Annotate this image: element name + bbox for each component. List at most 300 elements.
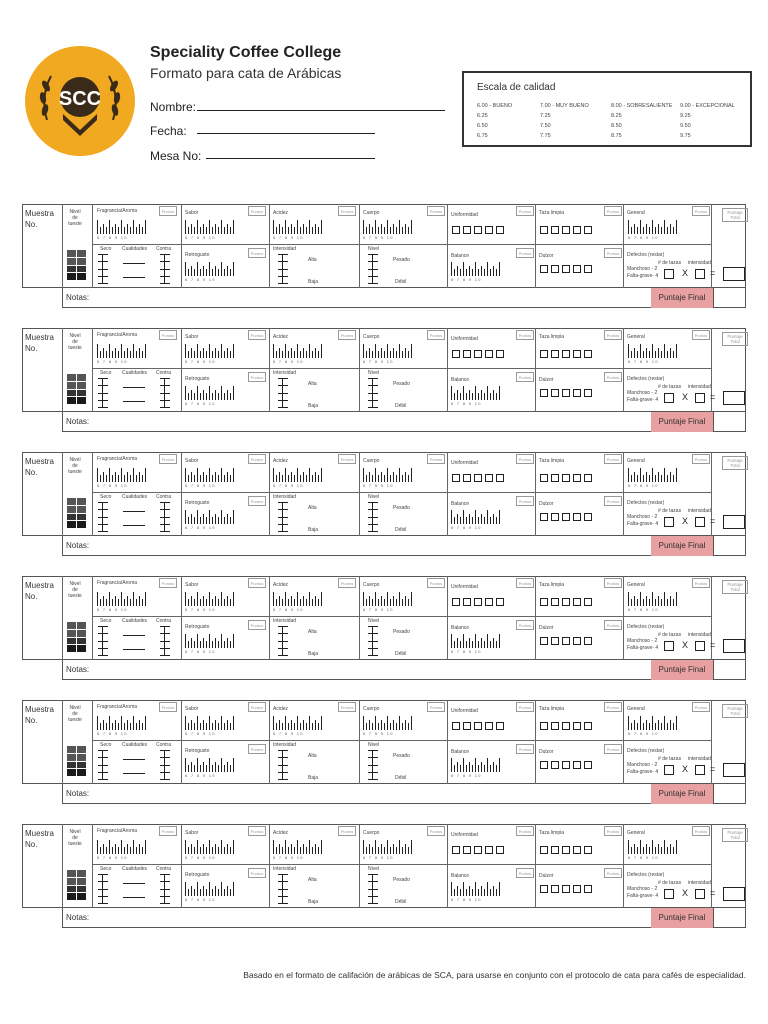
points-box[interactable]: Puntos (692, 330, 710, 340)
puntaje-total-box[interactable]: Puntaje Total (722, 332, 748, 346)
points-box[interactable]: Puntos (427, 578, 445, 588)
retrogusto-label: Retrogusto (185, 252, 210, 258)
score-ruler[interactable] (97, 344, 146, 358)
points-box[interactable]: Puntos (338, 702, 356, 712)
intensity-scale[interactable] (160, 750, 170, 780)
points-box[interactable]: Puntos (604, 620, 622, 630)
score-ruler[interactable] (97, 468, 146, 482)
defectos-label: Defectos (restar) (627, 252, 665, 258)
score-ruler[interactable] (185, 262, 234, 276)
ruler-numbers: 6 7 8 9 10 (628, 607, 659, 612)
muestra-label: Muestra No. (25, 581, 54, 601)
balance-label: Balance (451, 873, 470, 879)
score-ruler[interactable] (185, 882, 234, 896)
quality-scale (462, 71, 752, 147)
cup-checkboxes[interactable] (540, 637, 592, 645)
points-box[interactable]: Puntos (604, 868, 622, 878)
intensidad-box[interactable] (695, 889, 705, 899)
fragrance-label: Fragrancia/Aroma (97, 332, 138, 338)
general-label: General (627, 210, 645, 216)
intensidad-box[interactable] (695, 765, 705, 775)
notas-label: Notas: (66, 665, 90, 674)
score-ruler[interactable] (97, 220, 146, 234)
manchoso-label: Manchoso - 2 (627, 514, 658, 520)
debil-label: Débil (395, 775, 407, 781)
roast-swatch[interactable] (67, 498, 86, 528)
cup-checkboxes[interactable] (452, 598, 504, 606)
points-box[interactable]: Puntos (427, 330, 445, 340)
puntaje-total-box[interactable]: Puntaje Total (722, 828, 748, 842)
score-ruler[interactable] (628, 220, 677, 234)
cup-checkboxes[interactable] (452, 846, 504, 854)
contra-label: Contra (156, 370, 172, 376)
score-ruler[interactable] (628, 468, 677, 482)
alta-label: Alta (308, 629, 317, 635)
roast-swatch[interactable] (67, 622, 86, 652)
score-ruler[interactable] (363, 468, 412, 482)
points-box[interactable]: Puntos (338, 454, 356, 464)
points-box[interactable]: Puntos (248, 702, 266, 712)
tazas-label: # de tazas (658, 880, 682, 886)
tazas-box[interactable] (664, 269, 674, 279)
points-box[interactable]: Puntos (248, 454, 266, 464)
tazas-box[interactable] (664, 393, 674, 403)
intensity-scale[interactable] (368, 254, 378, 284)
puntaje-total-box[interactable]: Puntaje Total (722, 456, 748, 470)
pesado-label: Pesado (393, 629, 410, 635)
mesa-field[interactable] (206, 158, 375, 159)
score-ruler[interactable] (185, 716, 234, 730)
score-ruler[interactable] (363, 716, 412, 730)
baja-label: Baja (308, 775, 319, 781)
pesado-label: Pesado (393, 505, 410, 511)
score-ruler[interactable] (451, 634, 500, 648)
cup-checkboxes[interactable] (540, 474, 592, 482)
defect-total-box[interactable] (723, 515, 745, 529)
points-box[interactable]: Puntos (248, 248, 266, 258)
points-box[interactable]: Puntos (248, 620, 266, 630)
points-box[interactable]: Puntos (338, 330, 356, 340)
cup-checkboxes[interactable] (540, 846, 592, 854)
cup-checkboxes[interactable] (540, 598, 592, 606)
puntaje-final-label: Puntaje Final (651, 288, 713, 308)
points-box[interactable]: Puntos (159, 206, 177, 216)
intensity-scale[interactable] (98, 254, 108, 284)
points-box[interactable]: Puntos (159, 578, 177, 588)
roast-swatch[interactable] (67, 870, 86, 900)
intensidad-defectos-label: intensidad (688, 260, 711, 266)
fecha-field[interactable] (197, 133, 375, 134)
points-box[interactable]: Puntos (692, 454, 710, 464)
points-box[interactable]: Puntos (604, 702, 622, 712)
points-box[interactable]: Puntos (159, 826, 177, 836)
puntaje-final-box[interactable] (713, 784, 746, 804)
intensity-scale[interactable] (98, 378, 108, 408)
cup-checkboxes[interactable] (540, 350, 592, 358)
points-box[interactable]: Puntos (604, 206, 622, 216)
roast-swatch[interactable] (67, 746, 86, 776)
points-box[interactable]: Puntos (248, 206, 266, 216)
score-ruler[interactable] (185, 758, 234, 772)
points-box[interactable]: Puntos (248, 578, 266, 588)
score-ruler[interactable] (451, 510, 500, 524)
notes-field[interactable] (62, 784, 746, 804)
ruler-numbers: 6 7 8 9 10 (273, 359, 304, 364)
intensity-scale[interactable] (368, 750, 378, 780)
taza-limpia-label: Taza limpia (539, 458, 565, 464)
notas-label: Notas: (66, 789, 90, 798)
points-box[interactable]: Puntos (604, 454, 622, 464)
tazas-box[interactable] (664, 641, 674, 651)
points-box[interactable]: Puntos (692, 702, 710, 712)
points-box[interactable]: Puntos (427, 206, 445, 216)
multiply-sign: X (682, 888, 689, 898)
sabor-label: Sabor (185, 458, 199, 464)
intensity-scale[interactable] (368, 626, 378, 656)
points-box[interactable]: Puntos (516, 330, 534, 340)
ruler-numbers: 6 7 8 9 10 (628, 731, 659, 736)
defect-total-box[interactable] (723, 391, 745, 405)
points-box[interactable]: Puntos (338, 826, 356, 836)
taza-limpia-label: Taza limpia (539, 706, 565, 712)
cuerpo-label: Cuerpo (363, 830, 380, 836)
intensity-scale[interactable] (160, 254, 170, 284)
nivel-tueste-label: Nivel de tueste (68, 705, 82, 723)
tazas-box[interactable] (664, 765, 674, 775)
form-title: Speciality Coffee College (150, 44, 342, 61)
intensity-scale[interactable] (98, 750, 108, 780)
points-box[interactable]: Puntos (427, 702, 445, 712)
points-box[interactable]: Puntos (604, 330, 622, 340)
balance-label: Balance (451, 749, 470, 755)
fragrance-label: Fragrancia/Aroma (97, 456, 138, 462)
score-ruler[interactable] (451, 262, 500, 276)
intensity-scale[interactable] (368, 502, 378, 532)
score-ruler[interactable] (451, 386, 500, 400)
scale-column: 6.00 - BUENO 6.25 6.50 6.75 (477, 103, 513, 139)
ruler-numbers: 6 7 8 9 10 (185, 277, 216, 282)
notes-field[interactable] (62, 412, 746, 432)
falta-label: Falta-grave- 4 (627, 645, 659, 651)
multiply-sign: X (682, 764, 689, 774)
dulzor-label: Dulzor (539, 253, 554, 259)
points-box[interactable]: Puntos (338, 206, 356, 216)
intensity-scale[interactable] (368, 874, 378, 904)
tazas-box[interactable] (664, 889, 674, 899)
score-ruler[interactable] (185, 386, 234, 400)
uniformidad-label: Uniformidad (451, 584, 478, 590)
score-ruler[interactable] (363, 220, 412, 234)
score-ruler[interactable] (628, 840, 677, 854)
cup-checkboxes[interactable] (540, 226, 592, 234)
pesado-label: Pesado (393, 877, 410, 883)
points-box[interactable]: Puntos (516, 744, 534, 754)
cup-checkboxes[interactable] (540, 513, 592, 521)
points-box[interactable]: Puntos (248, 372, 266, 382)
pesado-label: Pesado (393, 753, 410, 759)
falta-label: Falta-grave- 4 (627, 397, 659, 403)
points-box[interactable]: Puntos (516, 248, 534, 258)
manchoso-label: Manchoso - 2 (627, 886, 658, 892)
points-box[interactable]: Puntos (604, 826, 622, 836)
puntaje-final-box[interactable] (713, 660, 746, 680)
cuerpo-label: Cuerpo (363, 706, 380, 712)
puntaje-total-box[interactable]: Puntaje Total (722, 208, 748, 222)
points-box[interactable]: Puntos (159, 330, 177, 340)
roast-swatch[interactable] (67, 250, 86, 280)
intensidad-box[interactable] (695, 269, 705, 279)
pesado-label: Pesado (393, 257, 410, 263)
score-ruler[interactable] (185, 840, 234, 854)
intensity-scale[interactable] (98, 874, 108, 904)
tazas-box[interactable] (664, 517, 674, 527)
logo-text: SCC (58, 88, 102, 110)
points-box[interactable]: Puntos (516, 372, 534, 382)
intensidad-box[interactable] (695, 393, 705, 403)
defectos-label: Defectos (restar) (627, 872, 665, 878)
score-ruler[interactable] (628, 592, 677, 606)
balance-label: Balance (451, 625, 470, 631)
ruler-numbers: 6 7 8 9 10 (363, 855, 394, 860)
cup-checkboxes[interactable] (452, 474, 504, 482)
ruler-numbers: 6 7 8 9 10 (273, 855, 304, 860)
muestra-label: Muestra No. (25, 333, 54, 353)
points-box[interactable]: Puntos (516, 702, 534, 712)
score-ruler[interactable] (273, 716, 322, 730)
sample-card (22, 328, 746, 432)
alta-label: Alta (308, 257, 317, 263)
points-box[interactable]: Puntos (604, 496, 622, 506)
scale-column: 9.00 - EXCEPCIONAL 9.25 9.50 9.75 (680, 103, 735, 139)
cup-checkboxes[interactable] (540, 885, 592, 893)
nivel-tueste-label: Nivel de tueste (68, 581, 82, 599)
sabor-label: Sabor (185, 582, 199, 588)
points-box[interactable]: Puntos (248, 868, 266, 878)
ruler-numbers: 6 7 8 9 10 (363, 731, 394, 736)
scale-column: 8.00 - SOBRESALIENTE 8.25 8.50 8.75 (611, 103, 673, 139)
score-ruler[interactable] (185, 468, 234, 482)
intensidad-label: Intensidad (273, 370, 297, 376)
points-box[interactable]: Puntos (159, 454, 177, 464)
intensity-scale[interactable] (278, 378, 288, 408)
intensity-scale[interactable] (278, 502, 288, 532)
retrogusto-label: Retrogusto (185, 872, 210, 878)
points-box[interactable]: Puntos (516, 454, 534, 464)
score-ruler[interactable] (185, 510, 234, 524)
puntaje-final-box[interactable] (713, 536, 746, 556)
defectos-label: Defectos (restar) (627, 624, 665, 630)
defectos-label: Defectos (restar) (627, 376, 665, 382)
points-box[interactable]: Puntos (692, 578, 710, 588)
acidez-label: Acidez (273, 582, 289, 588)
equals-sign: = (710, 764, 716, 774)
puntaje-total-box[interactable]: Puntaje Total (722, 580, 748, 594)
score-ruler[interactable] (273, 592, 322, 606)
fecha-label: Fecha: (150, 124, 187, 138)
points-box[interactable]: Puntos (427, 826, 445, 836)
acidez-label: Acidez (273, 830, 289, 836)
points-box[interactable]: Puntos (248, 330, 266, 340)
multiply-sign: X (682, 640, 689, 650)
score-ruler[interactable] (273, 220, 322, 234)
points-box[interactable]: Puntos (516, 826, 534, 836)
intensidad-box[interactable] (695, 517, 705, 527)
defect-total-box[interactable] (723, 887, 745, 901)
fragrance-label: Fragrancia/Aroma (97, 208, 138, 214)
puntaje-final-box[interactable] (713, 908, 746, 928)
sabor-label: Sabor (185, 210, 199, 216)
score-ruler[interactable] (185, 592, 234, 606)
notes-field[interactable] (62, 908, 746, 928)
intensidad-box[interactable] (695, 641, 705, 651)
ruler-numbers: 6 7 8 9 10 (185, 855, 216, 860)
points-box[interactable]: Puntos (159, 702, 177, 712)
points-box[interactable]: Puntos (604, 744, 622, 754)
nombre-field[interactable] (197, 110, 445, 111)
defect-total-box[interactable] (723, 763, 745, 777)
intensity-scale[interactable] (160, 626, 170, 656)
puntaje-final-box[interactable] (713, 288, 746, 308)
score-ruler[interactable] (273, 840, 322, 854)
fragrance-label: Fragrancia/Aroma (97, 580, 138, 586)
intensidad-defectos-label: intensidad (688, 632, 711, 638)
score-ruler[interactable] (451, 758, 500, 772)
seco-label: Seco (100, 494, 112, 500)
points-box[interactable]: Puntos (604, 372, 622, 382)
score-ruler[interactable] (628, 344, 677, 358)
score-ruler[interactable] (363, 840, 412, 854)
score-ruler[interactable] (628, 716, 677, 730)
cup-checkboxes[interactable] (452, 722, 504, 730)
points-box[interactable]: Puntos (516, 620, 534, 630)
nivel-label: Nivel (368, 246, 380, 252)
intensity-scale[interactable] (160, 502, 170, 532)
cup-checkboxes[interactable] (540, 265, 592, 273)
notes-field[interactable] (62, 660, 746, 680)
intensity-scale[interactable] (368, 378, 378, 408)
notes-field[interactable] (62, 288, 746, 308)
points-box[interactable]: Puntos (692, 206, 710, 216)
intensity-scale[interactable] (160, 378, 170, 408)
puntaje-final-box[interactable] (713, 412, 746, 432)
cup-checkboxes[interactable] (540, 761, 592, 769)
score-ruler[interactable] (185, 220, 234, 234)
roast-swatch[interactable] (67, 374, 86, 404)
points-box[interactable]: Puntos (248, 826, 266, 836)
notes-field[interactable] (62, 536, 746, 556)
nivel-tueste-label: Nivel de tueste (68, 829, 82, 847)
cuerpo-label: Cuerpo (363, 582, 380, 588)
ruler-numbers: 6 7 8 9 10 (185, 897, 216, 902)
ruler-numbers: 6 7 8 9 10 (451, 401, 482, 406)
points-box[interactable]: Puntos (516, 578, 534, 588)
points-box[interactable]: Puntos (604, 578, 622, 588)
dulzor-label: Dulzor (539, 749, 554, 755)
score-ruler[interactable] (97, 716, 146, 730)
points-box[interactable]: Puntos (248, 496, 266, 506)
debil-label: Débil (395, 403, 407, 409)
defect-total-box[interactable] (723, 639, 745, 653)
cup-checkboxes[interactable] (452, 350, 504, 358)
ruler-numbers: 6 7 8 9 10 (185, 359, 216, 364)
tazas-label: # de tazas (658, 756, 682, 762)
intensity-scale[interactable] (278, 750, 288, 780)
debil-label: Débil (395, 651, 407, 657)
alta-label: Alta (308, 381, 317, 387)
defect-total-box[interactable] (723, 267, 745, 281)
dulzor-label: Dulzor (539, 873, 554, 879)
score-ruler[interactable] (363, 344, 412, 358)
score-ruler[interactable] (363, 592, 412, 606)
falta-label: Falta-grave- 4 (627, 893, 659, 899)
ruler-numbers: 6 7 8 9 10 (185, 401, 216, 406)
score-ruler[interactable] (451, 882, 500, 896)
notas-label: Notas: (66, 293, 90, 302)
ruler-numbers: 6 7 8 9 10 (628, 855, 659, 860)
equals-sign: = (710, 516, 716, 526)
ruler-numbers: 6 7 8 9 10 (363, 235, 394, 240)
cup-checkboxes[interactable] (540, 722, 592, 730)
points-box[interactable]: Puntos (427, 454, 445, 464)
muestra-label: Muestra No. (25, 457, 54, 477)
points-box[interactable]: Puntos (516, 206, 534, 216)
points-box[interactable]: Puntos (516, 496, 534, 506)
contra-label: Contra (156, 618, 172, 624)
acidez-label: Acidez (273, 210, 289, 216)
seco-label: Seco (100, 246, 112, 252)
intensity-scale[interactable] (98, 502, 108, 532)
score-ruler[interactable] (185, 344, 234, 358)
intensidad-label: Intensidad (273, 866, 297, 872)
balance-label: Balance (451, 501, 470, 507)
intensity-scale[interactable] (278, 874, 288, 904)
scale-column: 7.00 - MUY BUENO 7.25 7.50 7.75 (540, 103, 589, 139)
contra-label: Contra (156, 246, 172, 252)
ruler-numbers: 6 7 8 9 10 (97, 855, 128, 860)
intensity-scale[interactable] (98, 626, 108, 656)
intensity-scale[interactable] (278, 626, 288, 656)
puntaje-total-box[interactable]: Puntaje Total (722, 704, 748, 718)
ruler-numbers: 6 7 8 9 10 (97, 607, 128, 612)
contra-label: Contra (156, 866, 172, 872)
cualidades-label: Cualidades (122, 494, 148, 500)
points-box[interactable]: Puntos (692, 826, 710, 836)
intensity-scale[interactable] (278, 254, 288, 284)
equals-sign: = (710, 888, 716, 898)
defectos-label: Defectos (restar) (627, 748, 665, 754)
cup-checkboxes[interactable] (452, 226, 504, 234)
cup-checkboxes[interactable] (540, 389, 592, 397)
score-ruler[interactable] (273, 344, 322, 358)
points-box[interactable]: Puntos (338, 578, 356, 588)
puntaje-final-label: Puntaje Final (651, 536, 713, 556)
nivel-label: Nivel (368, 742, 380, 748)
score-ruler[interactable] (97, 592, 146, 606)
score-ruler[interactable] (273, 468, 322, 482)
points-box[interactable]: Puntos (248, 744, 266, 754)
score-ruler[interactable] (185, 634, 234, 648)
equals-sign: = (710, 392, 716, 402)
intensity-scale[interactable] (160, 874, 170, 904)
cuerpo-label: Cuerpo (363, 458, 380, 464)
score-ruler[interactable] (97, 840, 146, 854)
sample-card (22, 452, 746, 556)
intensidad-label: Intensidad (273, 618, 297, 624)
contra-label: Contra (156, 742, 172, 748)
nivel-label: Nivel (368, 370, 380, 376)
points-box[interactable]: Puntos (516, 868, 534, 878)
points-box[interactable]: Puntos (604, 248, 622, 258)
